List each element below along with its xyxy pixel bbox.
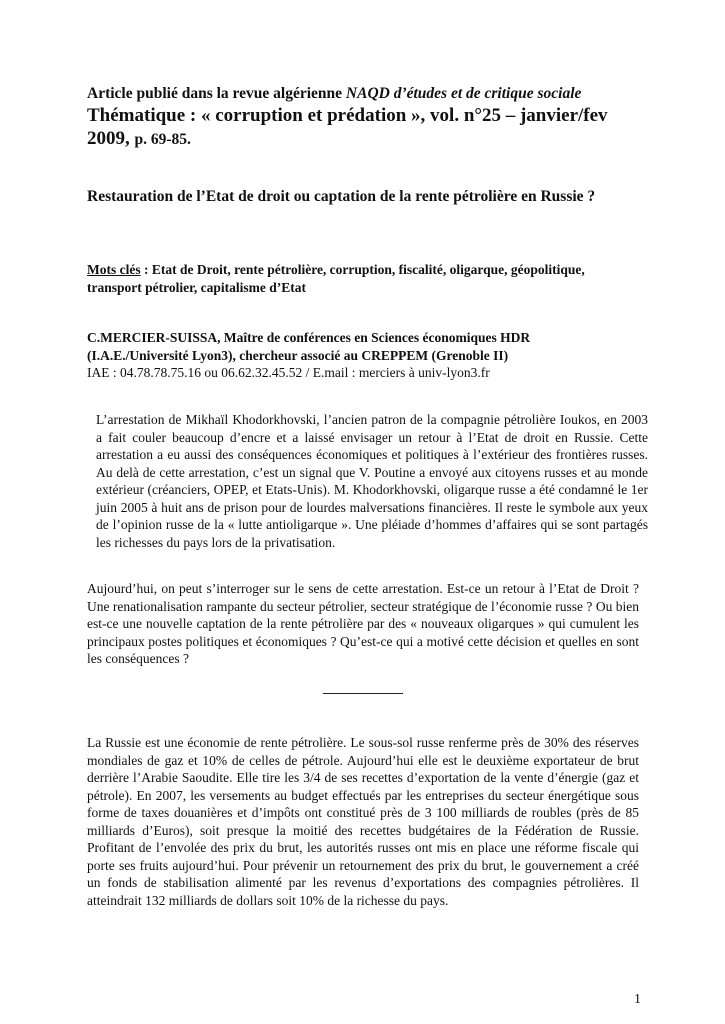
paragraph-3: La Russie est une économie de rente pétrolière. Le sous-sol russe renferme près de 30% des réserves mondiales de gaz et 10% de celles de pétrole. Aujourd’hui elle est le deuxième exportateur de brut derrière l’Arabie Saoudite. Elle tire les 3/4 de ses recettes d’exportation de la vente d’énergie (gaz et pétrole). En 2007, les versements au budget effectués par les entreprises du secteur énergétique sous forme de taxes douanières et d’impôts ont constitué près de 3 100 milliards de roubles (près de 85 milliards d’Euros), soit presque la moitié des recettes budgétaires de la Fédération de Russie. Profitant de l’envolée des prix du brut, les autorités russes ont mis en place une réforme fiscale qui porte ses fruits aujourd’hui. Pour prévenir un retournement des prix du brut, le gouvernement a créé un fonds de stabilisation alimenté par les revenus d’exportations des compagnies pétrolières. Il atteindrait 132 milliards de dollars soit 10% de la richesse du pays. xyxy=(87,735,639,908)
keywords-separator: : xyxy=(140,262,152,277)
thematic-line: Thématique : « corruption et prédation », vol. n°25 – janvier/fev 2009, xyxy=(87,105,608,149)
page-range: p. 69-85. xyxy=(134,131,191,148)
page-number: 1 xyxy=(634,992,641,1007)
keywords xyxy=(87,261,639,296)
paragraph-1: L’arrestation de Mikhaïl Khodorkhovski, l’ancien patron de la compagnie pétrolière Ioukos, en 2003 a fait couler beaucoup d’encre et a laissé envisager un retour à l’Etat de droit en Russie. Cette arrestation a eu aussi des conséquences économiques et politiques à l’extérieur des frontières russes. Au delà de cette arrestation, c’est un signal que V. Poutine a envoyé aux citoyens russes et au monde extérieur (créanciers, OPEP, et Etats-Unis). M. Khodorkhovski, oligarque russe a été condamné le 1er juin 2005 à huit ans de prison pour de lourdes malversations financières. Il reste le symbole aux yeux de l’opinion russe de la « lutte antioligarque ». Une pléiade d’hommes d’affaires qui se sont partagés les richesses du pays lors de la privatisation. xyxy=(96,412,648,550)
author-affiliation-line: (I.A.E./Université Lyon3), chercheur associé au CREPPEM (Grenoble II) xyxy=(87,347,509,363)
publication-line xyxy=(87,84,639,104)
paragraph-2: Aujourd’hui, on peut s’interroger sur le sens de cette arrestation. Est-ce un retour à l’Etat de Droit ? Une renationalisation rampante du secteur pétrolier, secteur stratégique de l’économie russe ? Ou bien est-ce une nouvelle captation de la rente pétrolière par des « nouveaux oligarques » qui cumulent les principaux postes politiques et économiques ? Qu’est-ce qui a motivé cette décision et quelles en sont les conséquences ? xyxy=(87,581,639,666)
author-contact-line: IAE : 04.78.78.75.16 ou 06.62.32.45.52 / E.mail : merciers à univ-lyon3.fr xyxy=(87,365,490,380)
author-name-line: C.MERCIER-SUISSA, Maître de conférences en Sciences économiques HDR xyxy=(87,330,531,345)
keywords-list: Etat de Droit, rente pétrolière, corruption, fiscalité, oligarque, géopolitique, transport pétrolier, capitalisme d’Etat xyxy=(87,262,585,295)
publication-intro: Article publié dans la revue algérienne xyxy=(87,85,343,102)
journal-name: NAQD d’études et de critique sociale xyxy=(345,85,582,102)
publication-details xyxy=(87,104,639,151)
keywords-label: Mots clés xyxy=(87,262,141,277)
section-separator xyxy=(323,693,403,694)
author-block xyxy=(87,329,639,382)
article-title: Restauration de l’Etat de droit ou captation de la rente pétrolière en Russie ? xyxy=(87,188,596,205)
